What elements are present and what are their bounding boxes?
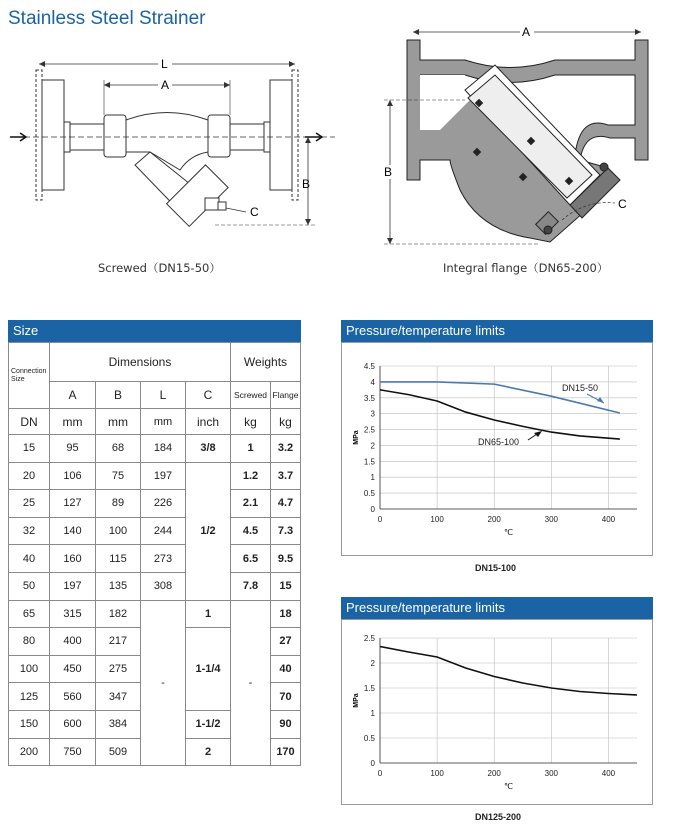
cell-wf: 3.7	[271, 462, 301, 490]
flange-dim-C-label: C	[618, 197, 627, 211]
table-row	[9, 600, 301, 628]
cell-ws: 7.8	[231, 572, 271, 600]
y-axis-label: MPa	[353, 693, 360, 708]
cell-ws: 4.5	[231, 517, 271, 545]
cell-l: 226	[141, 490, 186, 518]
cell-b: 75	[96, 462, 141, 490]
cell-c: 2	[186, 738, 231, 766]
cell-dn: 65	[9, 600, 50, 628]
cell-l: 197	[141, 462, 186, 490]
cell-b: 182	[96, 600, 141, 628]
cell-b: 347	[96, 683, 141, 711]
cell-dn: 25	[9, 490, 50, 518]
chart1-box	[341, 342, 653, 556]
dim-A-label: A	[161, 78, 170, 92]
flange-strainer-drawing	[370, 20, 675, 250]
flange-caption: Integral flange（DN65-200）	[443, 261, 609, 275]
y-tick-label: 3	[370, 409, 375, 419]
x-tick-label: 400	[601, 515, 616, 524]
col-C-header: C	[186, 382, 231, 409]
cell-wf: 18	[271, 600, 301, 628]
cell-wf: 170	[271, 738, 301, 766]
y-tick-label: 4.5	[363, 362, 375, 371]
cell-b: 115	[96, 545, 141, 573]
cell-b: 217	[96, 628, 141, 656]
unit-ws: kg	[231, 409, 271, 435]
cell-b: 275	[96, 655, 141, 683]
cell-l-merged: -	[141, 600, 186, 766]
table-row	[9, 462, 301, 490]
chart1-title: DN15-100	[475, 563, 517, 573]
size-table	[8, 342, 301, 766]
dim-C-label: C	[250, 205, 259, 219]
x-axis-label: ℃	[504, 528, 513, 537]
cell-b: 89	[96, 490, 141, 518]
y-tick-label: 0.5	[363, 734, 375, 743]
table-row	[9, 490, 301, 518]
series-label: DN65-100	[478, 437, 520, 447]
y-axis-label: MPa	[353, 430, 360, 445]
cell-a: 197	[50, 572, 96, 600]
cell-dn: 40	[9, 545, 50, 573]
unit-dn: DN	[9, 409, 50, 435]
chart2-panel-title: Pressure/temperature limits	[341, 597, 653, 619]
weights-header: Weights	[231, 343, 301, 382]
cell-dn: 100	[9, 655, 50, 683]
cell-a: 160	[50, 545, 96, 573]
cell-a: 600	[50, 710, 96, 738]
cell-ws: 1.2	[231, 462, 271, 490]
x-axis-label: ℃	[504, 782, 513, 791]
cell-wf: 70	[271, 683, 301, 711]
unit-c: inch	[186, 409, 231, 435]
y-tick-label: 4	[370, 377, 375, 387]
cell-ws: 1	[231, 435, 271, 463]
y-tick-label: 1.5	[363, 684, 375, 693]
col-flange-header: Flange	[271, 382, 301, 409]
cell-a: 315	[50, 600, 96, 628]
y-tick-label: 0	[370, 505, 375, 514]
screwed-strainer-drawing	[0, 40, 340, 250]
size-table-title: Size	[8, 320, 301, 342]
y-tick-label: 2.5	[363, 425, 375, 435]
flange-dim-B-label: B	[384, 165, 393, 179]
unit-wf: kg	[271, 409, 301, 435]
cell-wf: 4.7	[271, 490, 301, 518]
series-label: DN15-50	[562, 383, 599, 393]
cell-wf: 9.5	[271, 545, 301, 573]
cell-dn: 125	[9, 683, 50, 711]
cell-dn: 80	[9, 628, 50, 656]
cell-dn: 150	[9, 710, 50, 738]
col-A-header: A	[50, 382, 96, 409]
cell-dn: 50	[9, 572, 50, 600]
cell-a: 95	[50, 435, 96, 463]
y-tick-label: 0.5	[363, 489, 375, 499]
cell-b: 384	[96, 710, 141, 738]
col-B-header: B	[96, 382, 141, 409]
cell-l: 184	[141, 435, 186, 463]
y-tick-label: 3.5	[363, 393, 375, 403]
cell-a: 750	[50, 738, 96, 766]
cell-l: 244	[141, 517, 186, 545]
y-tick-label: 1	[370, 473, 375, 483]
x-tick-label: 300	[544, 515, 559, 524]
cell-a: 560	[50, 683, 96, 711]
series-line	[380, 390, 620, 439]
cell-a: 127	[50, 490, 96, 518]
connection-size-header: Connection Size	[9, 343, 50, 409]
cell-a: 400	[50, 628, 96, 656]
cell-a: 106	[50, 462, 96, 490]
page-title: Stainless Steel Strainer	[8, 8, 206, 29]
dim-B-label: B	[302, 177, 311, 191]
cell-a: 140	[50, 517, 96, 545]
cell-dn: 20	[9, 462, 50, 490]
x-tick-label: 200	[487, 769, 501, 778]
cell-a: 450	[50, 655, 96, 683]
cell-ws: 6.5	[231, 545, 271, 573]
table-row	[9, 545, 301, 573]
y-tick-label: 2.5	[363, 634, 375, 643]
cell-b: 68	[96, 435, 141, 463]
y-tick-label: 2	[370, 441, 375, 451]
unit-l: mm	[141, 409, 186, 435]
cell-dn: 32	[9, 517, 50, 545]
x-tick-label: 0	[377, 515, 383, 524]
cell-wf: 90	[271, 710, 301, 738]
cell-wf: 3.2	[271, 435, 301, 463]
chart2-title: DN125-200	[475, 812, 522, 822]
col-L-header: L	[141, 382, 186, 409]
x-tick-label: 300	[544, 769, 559, 778]
y-tick-label: 0	[370, 759, 375, 768]
cell-ws-merged: -	[231, 600, 271, 766]
series-label-arrowhead	[534, 431, 542, 437]
chart2-box	[341, 619, 653, 805]
cell-l: 308	[141, 572, 186, 600]
x-tick-label: 200	[487, 515, 501, 524]
cell-c-merged: 1-1/4	[186, 628, 231, 711]
cell-b: 100	[96, 517, 141, 545]
unit-a: mm	[50, 409, 96, 435]
cell-b: 135	[96, 572, 141, 600]
cell-ws: 2.1	[231, 490, 271, 518]
dimensions-header: Dimensions	[50, 343, 231, 382]
x-tick-label: 100	[430, 769, 444, 778]
cell-wf: 7.3	[271, 517, 301, 545]
cell-b: 509	[96, 738, 141, 766]
chart2-svg	[342, 620, 652, 804]
cell-dn: 200	[9, 738, 50, 766]
table-row	[9, 435, 301, 463]
x-tick-label: 0	[377, 769, 383, 778]
table-row	[9, 572, 301, 600]
x-tick-label: 400	[601, 769, 616, 778]
col-screwed-header: Screwed	[231, 382, 271, 409]
flange-dim-A-label: A	[522, 25, 531, 39]
chart1-panel-title: Pressure/temperature limits	[341, 320, 653, 342]
table-row	[9, 517, 301, 545]
cell-c-merged: 1/2	[186, 462, 231, 600]
screwed-caption: Screwed（DN15-50）	[98, 261, 221, 275]
cell-c: 1	[186, 600, 231, 628]
cell-c: 1-1/2	[186, 710, 231, 738]
cell-c: 3/8	[186, 435, 231, 463]
cell-wf: 15	[271, 572, 301, 600]
cell-wf: 40	[271, 655, 301, 683]
cell-wf: 27	[271, 628, 301, 656]
cell-dn: 15	[9, 435, 50, 463]
y-tick-label: 1	[370, 709, 375, 718]
unit-b: mm	[96, 409, 141, 435]
x-tick-label: 100	[430, 515, 444, 524]
y-tick-label: 2	[370, 659, 375, 668]
y-tick-label: 1.5	[363, 457, 375, 467]
cell-l: 273	[141, 545, 186, 573]
dim-L-label: L	[161, 57, 168, 71]
chart1-svg	[342, 343, 652, 555]
